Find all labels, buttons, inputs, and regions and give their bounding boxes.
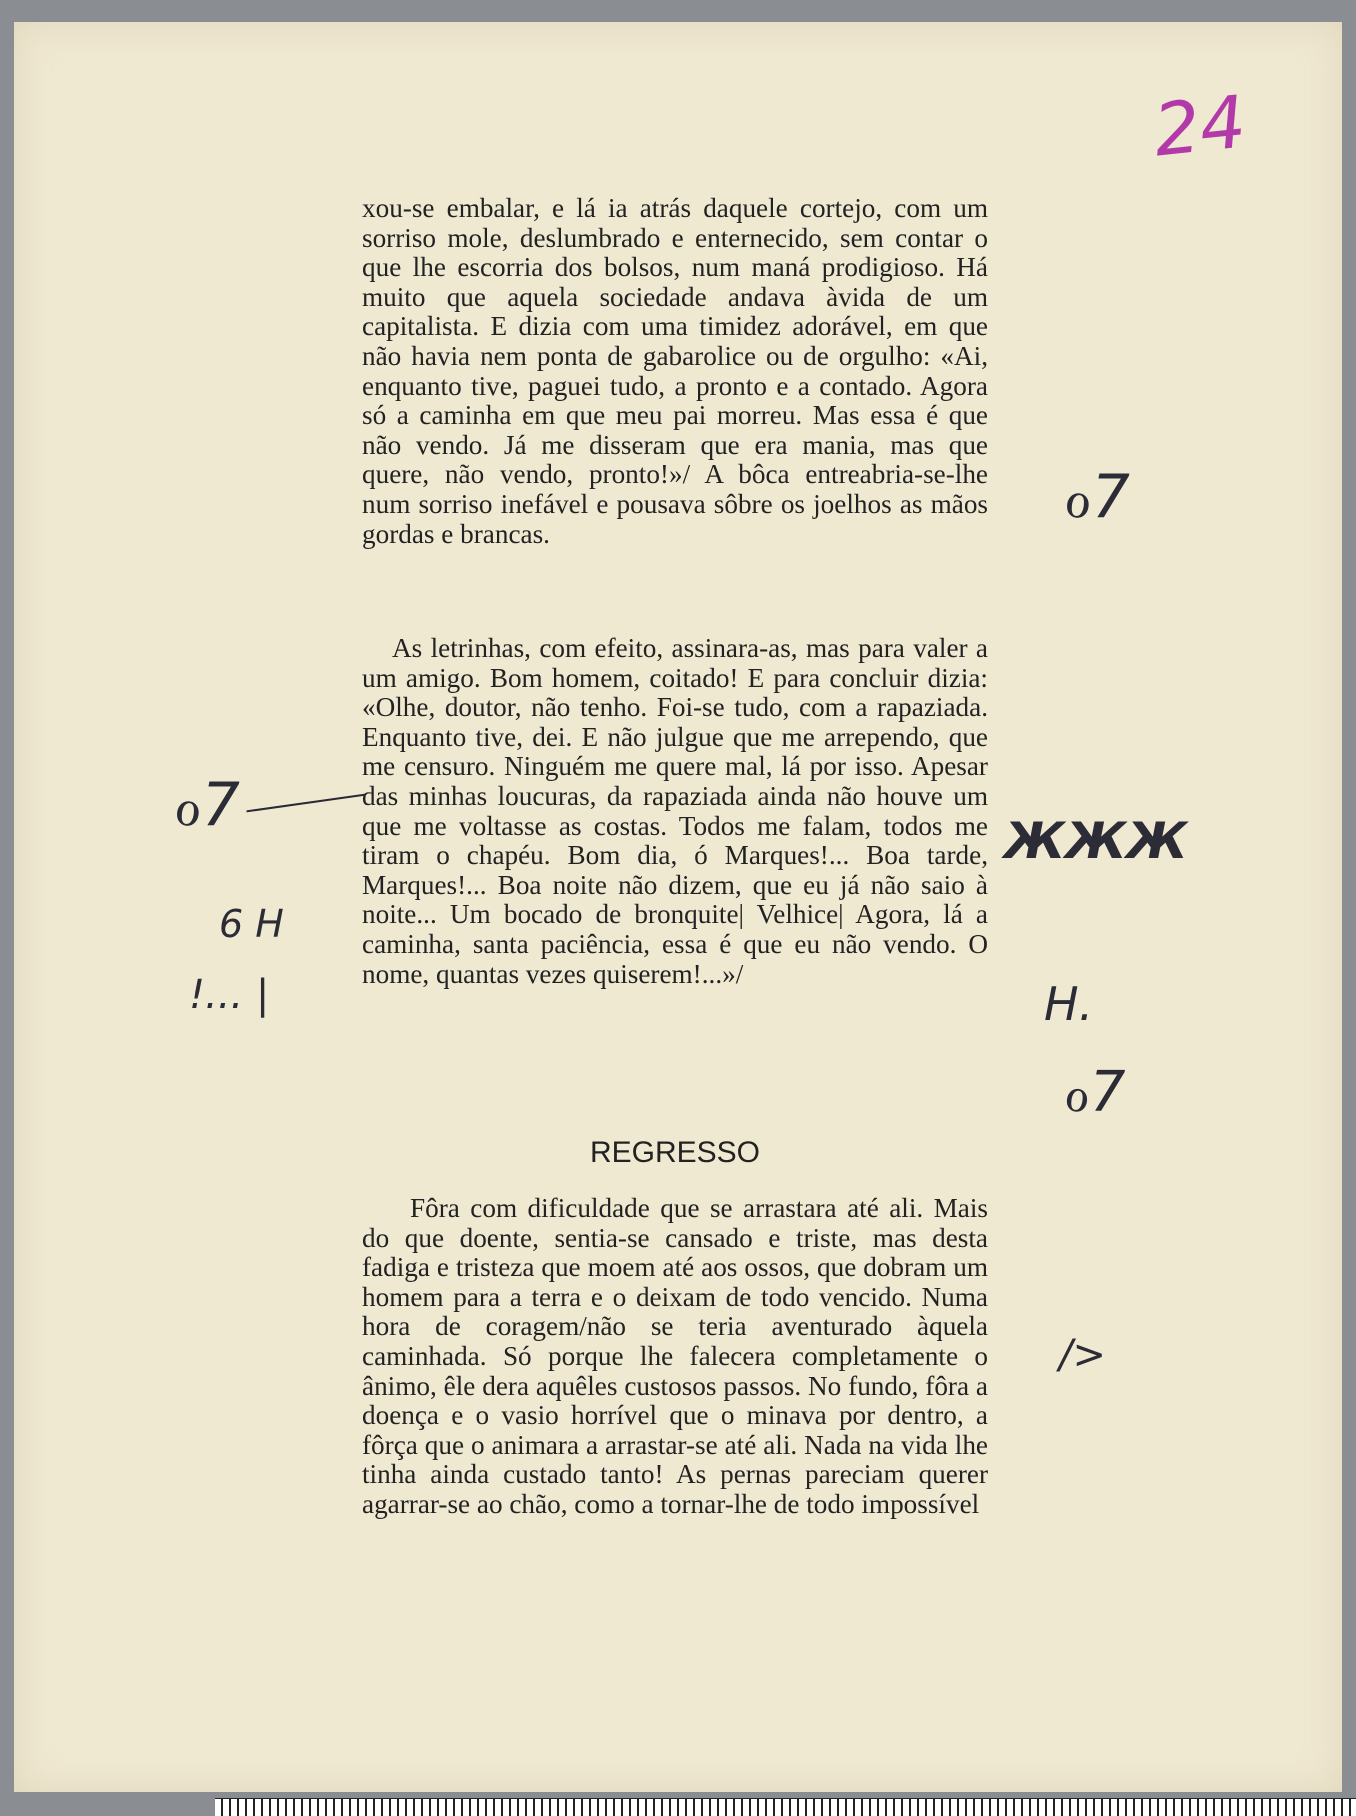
paragraph-1 xyxy=(362,194,988,549)
paragraph-2-text: As letrinhas, com efeito, assinara-as, mas para valer a um amigo. Bom homem, coitado! E para concluir dizia: «Olhe, doutor, não tenho. Foi-se tudo, com a rapaziada. Enquanto tive, dei. E não julgue que me arrependo, que me censuro. Ninguém me quere mal, lá por isso. Apesar das minhas loucuras, da rapaziada ainda não houve um que me voltasse as costas. Todos me falam, todos me tiram o chapéu. Bom dia, ó Marques!... Boa tarde, Marques!... Boa noite não dizem, que eu já não saio à noite... Um bocado de bronquite| Velhice| Agora, lá a caminha, santa paciência, essa é que eu não vendo. O nome, quantas vezes quiserem!...»/ xyxy=(362,633,988,989)
margin-note-right-4: ℴ7 xyxy=(1064,1060,1126,1125)
paragraph-3 xyxy=(362,1194,988,1520)
margin-note-right-2: ЖЖЖ xyxy=(1004,812,1188,870)
margin-note-right-5: /> xyxy=(1059,1332,1106,1378)
paragraph-3-text: Fôra com dificuldade que se arrastara até ali. Mais do que doente, sentia-se cansado e triste, mas desta fadiga e tristeza que moem até aos ossos, que dobram um homem para a terra e o deixam de todo vencido. Numa hora de coragem/não se teria aventurado àquela caminhada. Só porque lhe falecera completamente o ânimo, êle dera aquêles custosos passos. No fundo, fôra a doença e o vasio horrível que o minava por dentro, a fôrça que o animara a arrastar-se até ali. Nada na vida lhe tinha ainda custado tanto! As pernas pareciam querer agarrar-se ao chão, como a tornar-lhe de todo impossível xyxy=(362,1193,988,1519)
margin-note-left-3: !... | xyxy=(189,972,270,1018)
paragraph-2 xyxy=(362,634,988,989)
margin-note-left-2: 6 H xyxy=(219,902,284,946)
section-title: REGRESSO xyxy=(589,1136,761,1169)
margin-connector-line xyxy=(246,794,365,813)
margin-note-right-3: H. xyxy=(1044,977,1094,1031)
handwritten-page-number: 24 xyxy=(1149,79,1250,173)
scan-ruler xyxy=(215,1798,1356,1816)
paragraph-1-text: xou-se embalar, e lá ia atrás daquele cortejo, com um sorriso mole, deslumbrado e enternecido, sem contar o que lhe escorria dos bolsos, num maná prodigioso. Há muito que aquela sociedade andava àvida de um capitalista. E dizia com uma timidez adorável, em que não havia nem ponta de gabarolice ou de orgulho: «Ai, enquanto tive, paguei tudo, a pronto e a contado. Agora só a caminha em que meu pai morreu. Mas essa é que não vendo. Já me disseram que era mania, mas que quere, não vendo, pronto!»/ A bôca entreabria-se-lhe num sorriso inefável e pousava sôbre os joelhos as mãos gordas e brancas. xyxy=(362,193,988,549)
margin-note-left-1: ℴ7 xyxy=(174,770,240,840)
margin-note-right-1: ℴ7 xyxy=(1064,462,1130,532)
document-page xyxy=(14,22,1342,1792)
